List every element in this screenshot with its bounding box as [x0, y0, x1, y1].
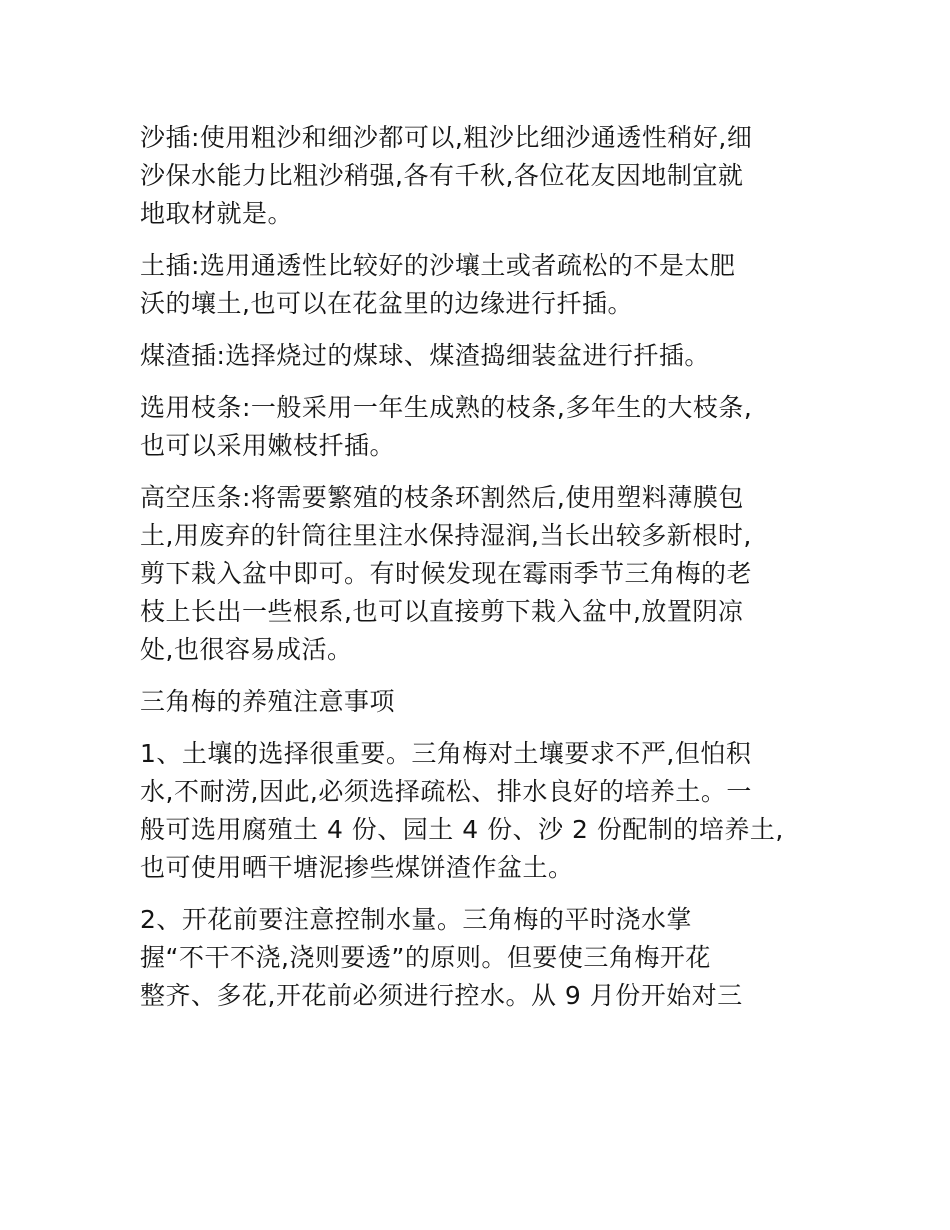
paragraph-soil-cutting [140, 247, 820, 323]
paragraph-note-2-watering [140, 901, 820, 1015]
text-line: 也可以采用嫩枝扦插。 [140, 431, 396, 460]
text-line: 般可选用腐殖土 4 份、园土 4 份、沙 2 份配制的培养土, [140, 815, 784, 844]
text-line: 三角梅的养殖注意事项 [140, 687, 396, 716]
text-line: 沙保水能力比粗沙稍强,各有千秋,各位花友因地制宜就 [140, 161, 744, 190]
paragraph-sand-cutting [140, 119, 820, 233]
section-heading-care-notes [140, 683, 820, 721]
text-line: 处,也很容易成活。 [140, 635, 353, 664]
text-line: 沙插:使用粗沙和细沙都可以,粗沙比细沙通透性稍好,细 [140, 123, 753, 152]
text-line: 水,不耐涝,因此,必须选择疏松、排水良好的培养土。一 [140, 777, 752, 806]
text-line: 握“不干不浇,浇则要透”的原则。但要使三角梅开花 [140, 943, 711, 972]
text-line: 1、土壤的选择很重要。三角梅对土壤要求不严,但怕积 [140, 739, 752, 768]
text-line: 沃的壤土,也可以在花盆里的边缘进行扦插。 [140, 289, 633, 318]
paragraph-cinder-cutting [140, 337, 820, 375]
paragraph-air-layering [140, 479, 820, 669]
text-line: 土,用废弃的针筒往里注水保持湿润,当长出较多新根时, [140, 521, 752, 550]
paragraph-branch-selection [140, 389, 820, 465]
text-line: 2、开花前要注意控制水量。三角梅的平时浇水掌 [140, 905, 692, 934]
text-line: 枝上长出一些根系,也可以直接剪下栽入盆中,放置阴凉 [140, 597, 744, 626]
document-page [140, 119, 820, 1029]
text-line: 也可使用晒干塘泥掺些煤饼渣作盆土。 [140, 853, 574, 882]
text-line: 地取材就是。 [140, 199, 294, 228]
text-line: 高空压条:将需要繁殖的枝条环割然后,使用塑料薄膜包 [140, 483, 744, 512]
paragraph-note-1-soil [140, 735, 820, 887]
text-line: 煤渣插:选择烧过的煤球、煤渣捣细装盆进行扦插。 [140, 341, 710, 370]
text-line: 选用枝条:一般采用一年生成熟的枝条,多年生的大枝条, [140, 393, 753, 422]
text-line: 土插:选用通透性比较好的沙壤土或者疏松的不是太肥 [140, 251, 736, 280]
text-line: 剪下栽入盆中即可。有时候发现在霉雨季节三角梅的老 [140, 559, 753, 588]
text-line: 整齐、多花,开花前必须进行控水。从 9 月份开始对三 [140, 981, 743, 1010]
